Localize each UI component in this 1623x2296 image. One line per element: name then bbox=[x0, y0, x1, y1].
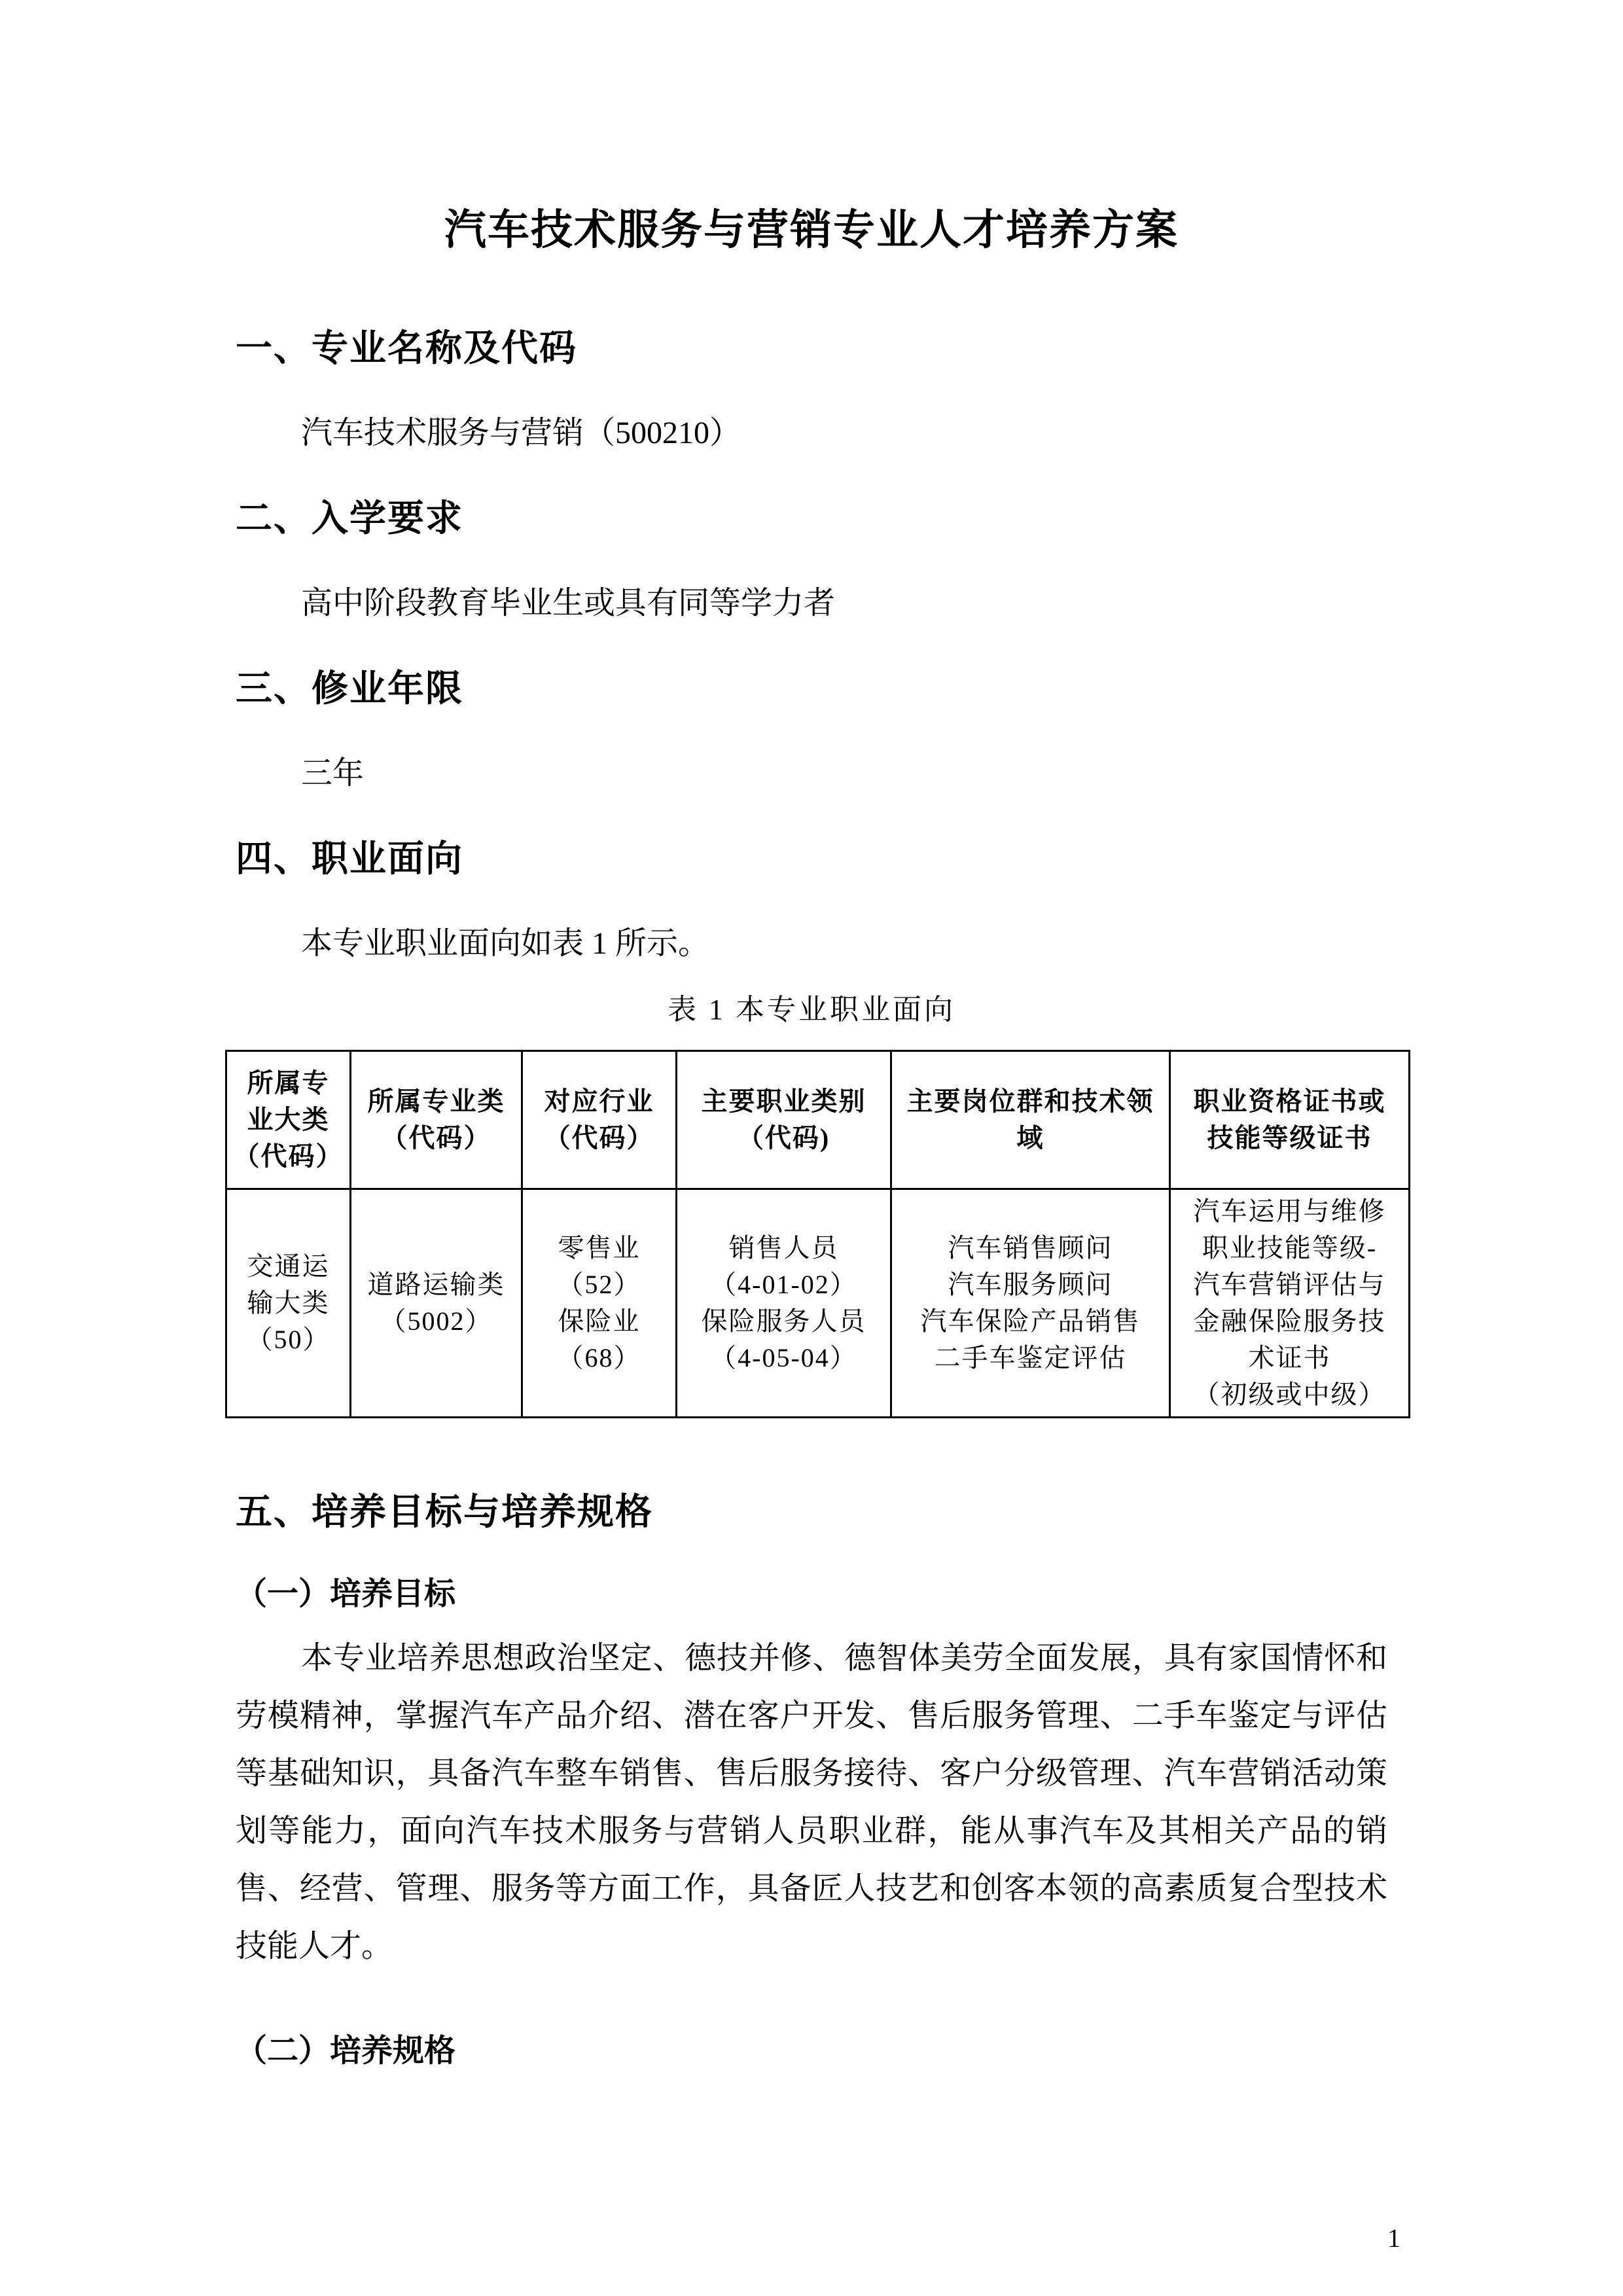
header-cell: 职业资格证书或 技能等级证书 bbox=[1170, 1051, 1410, 1189]
table-cell: 汽车运用与维修 职业技能等级- 汽车营销评估与 金融保险服务技 术证书 （初级或中级） bbox=[1170, 1189, 1410, 1418]
table-row bbox=[226, 1189, 1410, 1418]
section-4-text: 本专业职业面向如表 1 所示。 bbox=[301, 926, 710, 961]
document-title: 汽车技术服务与营销专业人才培养方案 bbox=[444, 206, 1179, 255]
section-1-heading: 一、专业名称及代码 bbox=[236, 327, 577, 370]
section-3-text: 三年 bbox=[301, 756, 365, 791]
section-3-heading: 三、修业年限 bbox=[236, 668, 463, 710]
table-header-row bbox=[226, 1051, 1410, 1189]
table-cell: 交通运 输大类 （50） bbox=[226, 1189, 351, 1418]
table-caption: 表 1 本专业职业面向 bbox=[668, 994, 955, 1026]
section-5-heading: 五、培养目标与培养规格 bbox=[236, 1491, 653, 1534]
header-cell: 主要岗位群和技术领 域 bbox=[891, 1051, 1170, 1189]
career-table bbox=[225, 1050, 1410, 1418]
table-cell: 道路运输类 （5002） bbox=[351, 1189, 522, 1418]
header-cell: 对应行业 （代码） bbox=[522, 1051, 677, 1189]
section-1-text: 汽车技术服务与营销（500210） bbox=[301, 416, 741, 450]
table-cell: 零售业 （52） 保险业 （68） bbox=[522, 1189, 677, 1418]
section-2-heading: 二、入学要求 bbox=[236, 497, 463, 540]
section-2-text: 高中阶段教育毕业生或具有同等学力者 bbox=[301, 586, 836, 620]
header-cell: 主要职业类别 （代码) bbox=[677, 1051, 891, 1189]
subsection-1-heading: （一）培养目标 bbox=[236, 1575, 456, 1612]
table-cell: 汽车销售顾问 汽车服务顾问 汽车保险产品销售 二手车鉴定评估 bbox=[891, 1189, 1170, 1418]
section-4-heading: 四、职业面向 bbox=[236, 838, 463, 880]
table-cell: 销售人员 （4-01-02） 保险服务人员 （4-05-04） bbox=[677, 1189, 891, 1418]
page-number: 1 bbox=[1387, 2223, 1400, 2253]
subsection-2-heading: （二）培养规格 bbox=[236, 2032, 456, 2069]
header-cell: 所属专业类 （代码） bbox=[351, 1051, 522, 1189]
header-cell: 所属专 业大类 （代码） bbox=[226, 1051, 351, 1189]
training-goal-paragraph: 本专业培养思想政治坚定、德技并修、德智体美劳全面发展，具有家国情怀和劳模精神，掌握汽车产品介绍、潜在客户开发、售后服务管理、二手车鉴定与评估等基础知识，具备汽车整车销售、售后服务接待、客户分级管理、汽车营销活动策划等能力，面向汽车技术服务与营销人员职业群，能从事汽车及其相关产品的销售、经营、管理、服务等方面工作，具备匠人技艺和创客本领的高素质复合型技术技能人才。 bbox=[236, 1641, 1387, 1964]
